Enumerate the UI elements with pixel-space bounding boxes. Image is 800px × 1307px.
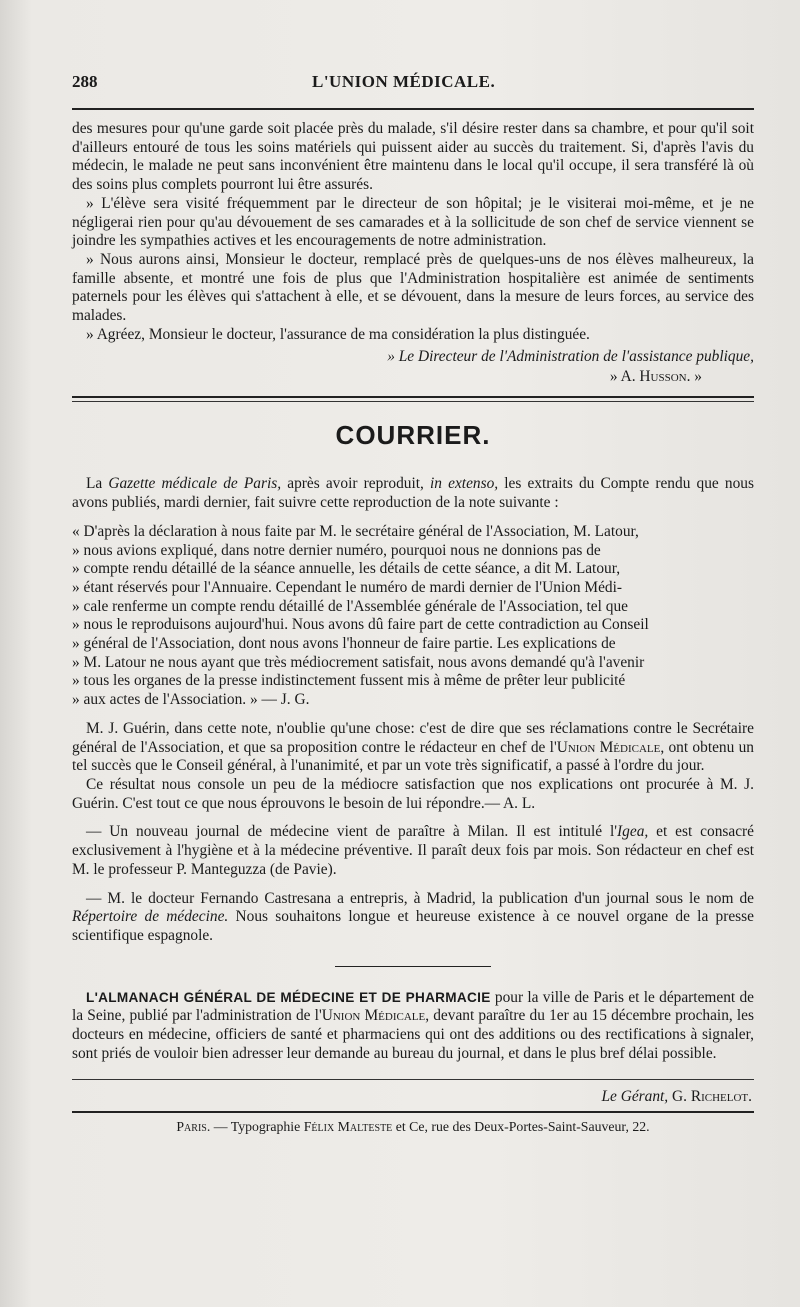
section-title-courrier: COURRIER.	[335, 420, 491, 451]
guerin-text-b: , ont obtenu un tel succès que le Conseil général, à l'unanimité, et par un vote très significatif, a passé à l'ordre du jour.	[72, 738, 754, 775]
quote-line: » aux actes de l'Association. » — J. G.	[72, 691, 310, 709]
quote-line: « D'après la déclaration à nous faite par M. le secrétaire général de l'Association, M. Latour,	[72, 522, 639, 540]
footer-rule-top	[72, 1079, 754, 1080]
almanach-notice	[72, 989, 754, 1064]
milan-text-a: — Un nouveau journal de médecine vient de paraître à Milan. Il est intitulé l'	[86, 823, 618, 841]
signature-suffix: . »	[686, 368, 702, 386]
gerant-signature	[72, 1088, 754, 1106]
section-divider	[72, 396, 754, 402]
quote-line: » cale renferme un compte rendu détaillé de l'Assemblée générale de l'Association, tel que	[72, 597, 628, 615]
almanach-text-a: pour la ville de Paris et le département de la Seine, publié par l'administration de l'	[72, 988, 754, 1025]
madrid-journal-name: Répertoire de médecine.	[72, 908, 229, 926]
quote-line: » étant réservés pour l'Annuaire. Cependant le numéro de mardi dernier de l'Union Médi-	[72, 578, 623, 596]
almanach-text-b: , devant paraître du 1er au 15 décembre prochain, les docteurs en médecine, officiers de santé et pharmaciens qui ont des additions ou des rectifications à signaler, sont priés de vouloir bien adresser leur demande au bureau du journal, et dans le plus bref délai possible.	[72, 1007, 755, 1062]
intro-text-a: La	[86, 475, 109, 493]
almanach-union-medicale: Union Médicale	[321, 1007, 426, 1025]
signature-name: Husson	[639, 368, 687, 386]
printer-city: Paris	[176, 1119, 207, 1135]
result-paragraph: Ce résultat nous console un peu de la médiocre satisfaction que nos explications ont procurée à M. J. Guérin. C'est tout ce que nous éprouvons le besoin de lui répondre.— A. L.	[72, 775, 754, 812]
letter-paragraph-2: » L'élève sera visité fréquemment par le directeur de son hôpital; je le visiterai moi-même, et je ne négligerai rien pour qu'au dévouement de ses camarades et à la sollicitude de son chef de service viennent se joindre les sympathies actives et les encouragements de notre administration.	[72, 194, 754, 250]
intro-journal-name: Gazette médicale de Paris,	[108, 475, 282, 493]
signature-prefix: » A.	[609, 368, 640, 386]
printer-imprint	[72, 1119, 754, 1135]
gerant-name: G. Richelot.	[672, 1088, 752, 1106]
footer-rule-bottom	[72, 1111, 754, 1113]
intro-in-extenso: in extenso,	[430, 475, 499, 493]
letter-paragraph-3: » Nous aurons ainsi, Monsieur le docteur, remplacé près de quelques-uns de nos élèves malheureux, la famille absente, et montré une fois de plus que l'Administration hospitalière est animée de sentiments paternels pour les élèves qui s'attachent à elle, et se dévouent, dans la mesure de leurs forces, au service des malades.	[72, 250, 754, 325]
madrid-text-b: Nous souhaitons longue et heureuse existence à ce nouvel organe de la presse scientifique espagnole.	[72, 908, 754, 944]
madrid-paragraph	[72, 890, 754, 946]
quote-line: » M. Latour ne nous ayant que très médiocrement satisfait, nous avons demandé qu'à l'avenir	[72, 653, 645, 671]
intro-text-b: après avoir reproduit,	[281, 475, 431, 493]
gerant-label: Le Gérant,	[601, 1088, 669, 1106]
signature	[72, 368, 754, 386]
quote-line: » nous le reproduisons aujourd'hui. Nous avons dû faire part de cette contradiction au Conseil	[72, 616, 649, 634]
quote-line: » tous les organes de la presse indistinctement fussent mis à même de prêter leur publicité	[72, 672, 626, 690]
printer-text-c: et Ce, rue des Deux-Portes-Saint-Sauveur, 22.	[392, 1119, 650, 1135]
milan-paragraph	[72, 823, 754, 879]
guerin-union-medicale: Union Médicale	[556, 738, 661, 756]
milan-text-b: et est consacré exclusivement à l'hygiène et à la médecine préventive. Il paraît deux fois par mois. Son rédacteur en chef est M. le professeur P. Manteguzza (de Pavie).	[72, 823, 755, 878]
courrier-intro	[72, 475, 754, 512]
letter-paragraph-4: » Agréez, Monsieur le docteur, l'assurance de ma considération la plus distinguée.	[86, 325, 590, 343]
quote-line: » compte rendu détaillé de la séance annuelle, les détails de cette séance, a dit M. Latour,	[72, 560, 621, 578]
guerin-paragraph	[72, 720, 754, 776]
letter-paragraph-1: des mesures pour qu'une garde soit placée près du malade, s'il désire rester dans sa chambre, et pour qu'il soit d'ailleurs entouré de tous les soins matériels qui puissent aider au succès du traitement. Si, d'après l'avis du médecin, le malade ne peut sans inconvénient être maintenu dans le local qu'il occupe, il sera transféré là où des soins plus complets pourront lui être assurés.	[72, 120, 754, 194]
signature-role: » Le Directeur de l'Administration de l'assistance publique,	[387, 348, 754, 366]
quote-line: » nous avions expliqué, dans notre dernier numéro, pourquoi nous ne donnions pas de	[72, 541, 601, 559]
page-number: 288	[72, 72, 98, 91]
milan-journal-name: Igea,	[617, 823, 649, 841]
quote-line: » général de l'Association, dont nous avons l'honneur de faire partie. Les explications de	[72, 635, 616, 653]
quoted-note	[72, 523, 754, 710]
almanach-title: L'ALMANACH GÉNÉRAL DE MÉDECINE ET DE PHARMACIE	[86, 989, 491, 1005]
madrid-text-a: — M. le docteur Fernando Castresana a entrepris, à Madrid, la publication d'un journal sous le nom de	[86, 889, 754, 907]
guerin-text-a: M. J. Guérin, dans cette note, n'oublie qu'une chose: c'est de dire que ses réclamations contre le Secrétaire général de l'Association, et que sa proposition contre le rédacteur en chef de l'	[72, 719, 754, 756]
short-divider	[335, 966, 491, 967]
printer-name: Félix Malteste	[303, 1119, 393, 1135]
page-header	[72, 72, 754, 104]
intro-text-c: les extraits du Compte rendu que nous avons publiés, mardi dernier, fait suivre cette reproduction de la note suivante :	[72, 475, 754, 512]
running-title: L'UNION MÉDICALE.	[312, 72, 496, 91]
printer-text-b: . — Typographie	[206, 1119, 304, 1135]
